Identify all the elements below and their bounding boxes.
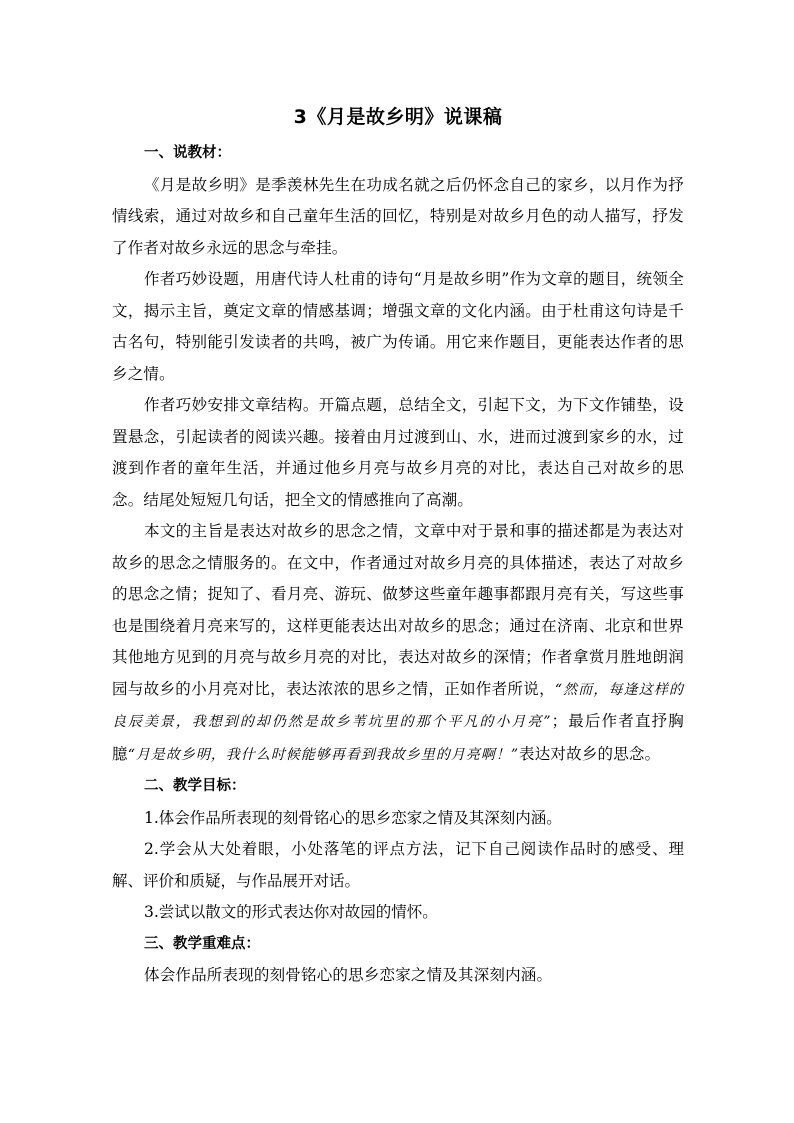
goal-item: 2.学会从大处着眼，小处落笔的评点方法，记下自己阅读作品时的感受、理解、评价和质疑，与作品展开对话。: [112, 840, 684, 890]
paragraph-theme-end: 表达对故乡的思念。: [519, 744, 661, 763]
author-quote-moon: “然而，每逢这样的良辰美景，我想到的却仍然是故乡苇坑里的那个平凡的小月亮”: [112, 681, 684, 730]
goal-item: 1.体会作品所表现的刻骨铭心的思乡恋家之情及其深刻内涵。: [144, 808, 562, 827]
paragraph-structure: 作者巧妙安排文章结构。开篇点题，总结全文，引起下文，为下文作铺垫，设置悬念，引起读者的阅读兴趣。接着由月过渡到山、水，进而过渡到家乡的水，过渡到作者的童年生活，并通过他乡月亮与故乡月亮的对比，表达自己对故乡的思念。结尾处短短几句话，把全文的情感推向了高潮。: [112, 396, 684, 509]
paragraph-theme-middle: ；最后作者直抒胸臆: [112, 712, 685, 763]
paragraph-theme: [112, 516, 684, 771]
document-body: [112, 102, 684, 992]
paragraph-key-points: 体会作品所表现的刻骨铭心的思乡恋家之情及其深刻内涵。: [144, 966, 553, 984]
paragraph-title-design: 作者巧妙设题，用唐代诗人杜甫的诗句“月是故乡明”作为文章的题目，统领全文，揭示主旨，奠定文章的情感基调；增强文章的文化内涵。由于杜甫这句诗是千古名句，特别能引发读者的共鸣，被广为传诵。用它来作题目，更能表达作者的思乡之情。: [112, 270, 684, 383]
section-heading-teaching-material: 一、说教材：: [144, 145, 231, 161]
section-heading-teaching-goals: 二、教学目标：: [144, 778, 246, 794]
paragraph-intro: 《月是故乡明》是季羡林先生在功成名就之后仍怀念自己的家乡，以月作为抒情线索，通过对故乡和自己童年生活的回忆，特别是对故乡月色的动人描写，抒发了作者对故乡永远的思念与牵挂。: [112, 175, 684, 257]
section-heading-key-points: 三、教学重难点：: [144, 935, 260, 952]
paragraph-theme-text: 本文的主旨是表达对故乡的思念之情，文章中对于景和事的描述都是为表达对故乡的思念之情服务的。在文中，作者通过对故乡月亮的具体描述，表达了对故乡的思念之情；捉知了、看月亮、游玩、做梦这些童年趣事都跟月亮有关，写这些事也是围绕着月亮来写的，这样更能表达出对故乡的思念；通过在济南、北京和世界其他地方见到的月亮与故乡月亮的对比，表达对故乡的深情；作者拿赏月胜地朗润园与故乡的小月亮对比，表达浓浓的思乡之情，正如作者所说，: [112, 522, 684, 698]
document-title: 3《月是故乡明》说课稿: [293, 106, 503, 128]
author-quote-hometown: “月是故乡明，我什么时候能够再看到我故乡里的月亮啊！”: [127, 746, 520, 763]
goal-item: 3.尝试以散文的形式表达你对故园的情怀。: [144, 903, 438, 921]
